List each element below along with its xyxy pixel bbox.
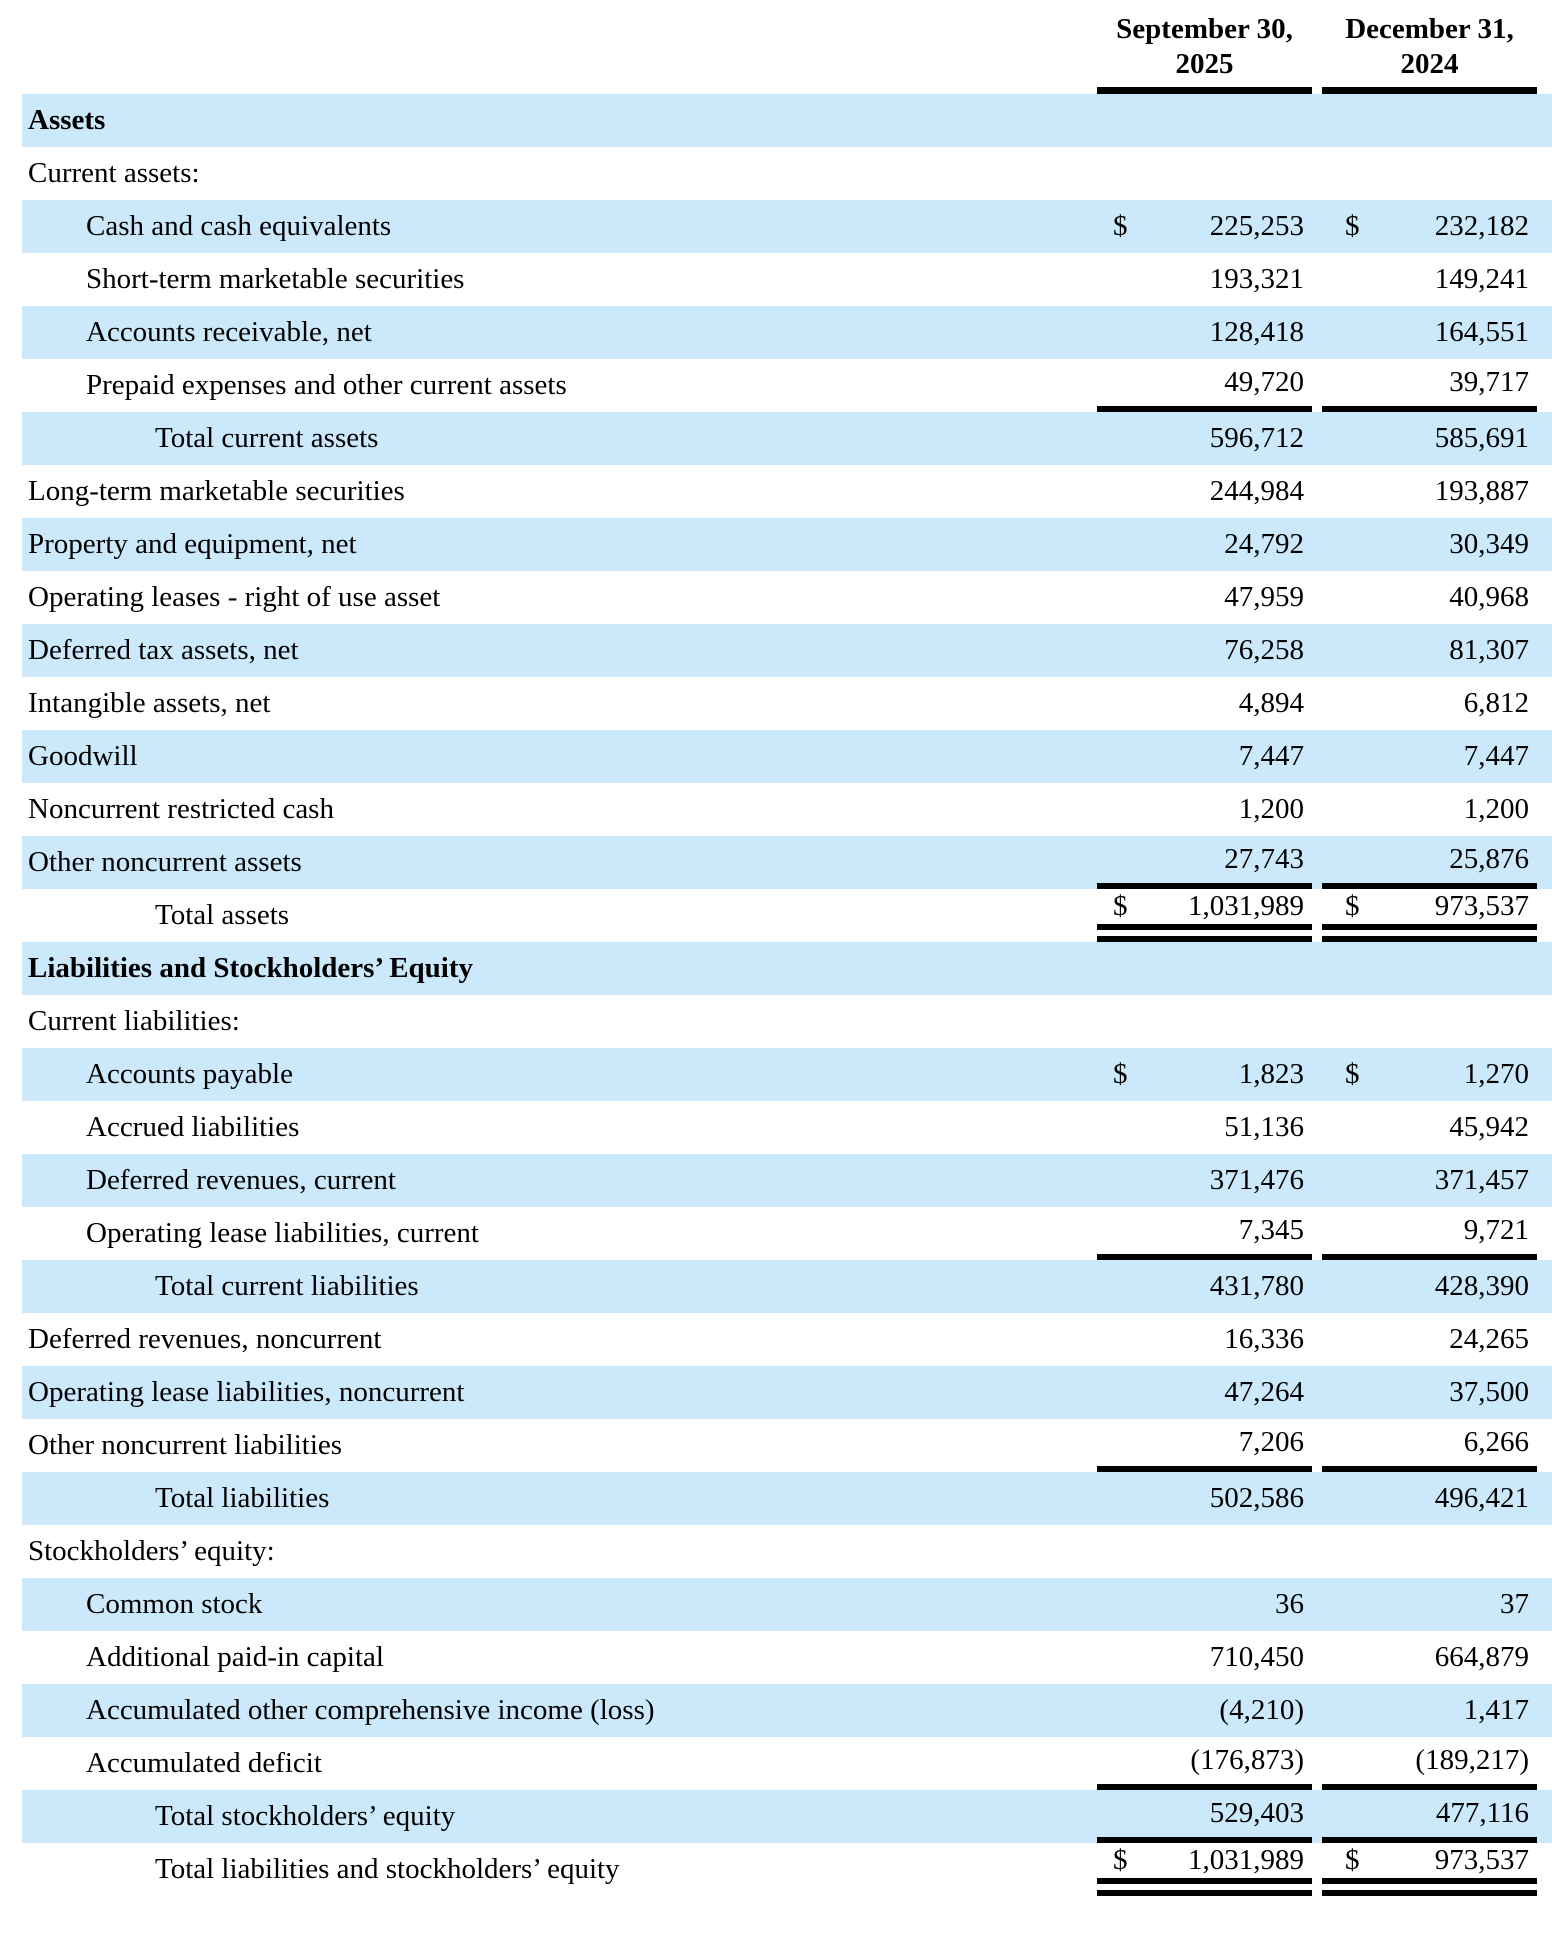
amount-value: 149,241 <box>1434 263 1529 295</box>
table-row <box>22 1631 1552 1684</box>
amount-value: 7,447 <box>1238 740 1304 772</box>
currency-symbol: $ <box>1345 210 1360 242</box>
table-row <box>22 306 1552 359</box>
column-gap <box>1312 1790 1322 1843</box>
amount-2024-cell <box>1322 783 1537 836</box>
table-row <box>22 253 1552 306</box>
right-margin <box>1537 1790 1552 1843</box>
right-margin <box>1537 253 1552 306</box>
table-row <box>22 518 1552 571</box>
table-row <box>22 942 1552 995</box>
column-gap <box>1312 1313 1322 1366</box>
amount-2024-cell <box>1322 677 1537 730</box>
column-gap <box>1312 518 1322 571</box>
table-row <box>22 889 1552 942</box>
amount-value: 37 <box>1500 1588 1529 1620</box>
amount-2025-cell <box>1097 1048 1312 1101</box>
amount-value: 502,586 <box>1209 1482 1304 1514</box>
table-row <box>22 1578 1552 1631</box>
amount-2024-cell <box>1322 1472 1537 1525</box>
column-gap <box>1312 730 1322 783</box>
amount-2025-cell <box>1097 518 1312 571</box>
amount-2024-cell <box>1322 147 1537 200</box>
right-margin <box>1537 94 1552 147</box>
amount-2025-cell <box>1097 1525 1312 1578</box>
row-label: Stockholders’ equity: <box>28 1535 275 1567</box>
right-margin <box>1537 624 1552 677</box>
right-margin <box>1537 1737 1552 1790</box>
column-gap <box>1312 147 1322 200</box>
row-label: Property and equipment, net <box>28 528 357 560</box>
amount-value: 193,887 <box>1434 475 1529 507</box>
amount-2024-cell <box>1322 889 1537 942</box>
amount-2025-cell <box>1097 730 1312 783</box>
amount-2025-cell <box>1097 200 1312 253</box>
amount-2025-cell <box>1097 1472 1312 1525</box>
right-margin <box>1537 1472 1552 1525</box>
amount-value: 30,349 <box>1449 528 1529 560</box>
amount-value: 1,031,989 <box>1188 1844 1304 1876</box>
table-row <box>22 1737 1552 1790</box>
column-gap <box>1312 1737 1322 1790</box>
row-label: Prepaid expenses and other current assets <box>86 369 567 401</box>
right-margin <box>1537 518 1552 571</box>
amount-2025-cell <box>1097 1737 1312 1790</box>
currency-symbol: $ <box>1345 1058 1360 1090</box>
table-body <box>0 94 1552 1896</box>
amount-value: 1,417 <box>1463 1694 1529 1726</box>
right-margin <box>1537 1525 1552 1578</box>
right-margin <box>1537 8 1552 94</box>
amount-2024-cell <box>1322 1154 1537 1207</box>
amount-value: (4,210) <box>1219 1694 1304 1726</box>
table-row <box>22 1843 1552 1896</box>
amount-2024-cell <box>1322 306 1537 359</box>
amount-value: 36 <box>1275 1588 1304 1620</box>
table-row <box>22 1260 1552 1313</box>
table-row <box>22 94 1552 147</box>
column-gap <box>1312 1631 1322 1684</box>
amount-value: 7,206 <box>1238 1426 1304 1458</box>
right-margin <box>1537 1631 1552 1684</box>
amount-2025-cell <box>1097 1631 1312 1684</box>
right-margin <box>1537 359 1552 412</box>
table-row <box>22 1154 1552 1207</box>
right-margin <box>1537 1366 1552 1419</box>
row-label: Other noncurrent assets <box>28 846 302 878</box>
right-margin <box>1537 1048 1552 1101</box>
amount-value: 16,336 <box>1224 1323 1304 1355</box>
column-gap <box>1312 1843 1322 1896</box>
amount-2024-cell <box>1322 1684 1537 1737</box>
amount-value: 596,712 <box>1209 422 1304 454</box>
amount-value: 1,031,989 <box>1188 890 1304 922</box>
amount-value: 1,823 <box>1238 1058 1304 1090</box>
amount-2024-cell <box>1322 836 1537 889</box>
row-label: Operating lease liabilities, noncurrent <box>28 1376 465 1408</box>
right-margin <box>1537 200 1552 253</box>
right-margin <box>1537 1101 1552 1154</box>
amount-2024-cell <box>1322 942 1537 995</box>
right-margin <box>1537 1313 1552 1366</box>
amount-2024-cell <box>1322 1048 1537 1101</box>
column-gap <box>1312 1154 1322 1207</box>
amount-2025-cell <box>1097 1578 1312 1631</box>
column-gap <box>1312 1578 1322 1631</box>
amount-2025-cell <box>1097 1154 1312 1207</box>
right-margin <box>1537 1260 1552 1313</box>
amount-2025-cell <box>1097 677 1312 730</box>
amount-value: 24,792 <box>1224 528 1304 560</box>
row-label: Noncurrent restricted cash <box>28 793 334 825</box>
table-row <box>22 624 1552 677</box>
amount-2025-cell <box>1097 1843 1312 1896</box>
row-label: Operating lease liabilities, current <box>86 1217 479 1249</box>
amount-2025-cell <box>1097 359 1312 412</box>
amount-2025-cell <box>1097 942 1312 995</box>
right-margin <box>1537 147 1552 200</box>
amount-2025-cell <box>1097 1313 1312 1366</box>
amount-2025-cell <box>1097 412 1312 465</box>
row-label: Other noncurrent liabilities <box>28 1429 343 1461</box>
amount-2025-cell <box>1097 1684 1312 1737</box>
amount-2024-cell <box>1322 1843 1537 1896</box>
row-label: Current liabilities: <box>28 1005 240 1037</box>
amount-2025-cell <box>1097 1419 1312 1472</box>
amount-value: 1,270 <box>1463 1058 1529 1090</box>
table-row <box>22 1472 1552 1525</box>
column-gap <box>1312 1684 1322 1737</box>
column-gap <box>1312 412 1322 465</box>
table-row <box>22 1525 1552 1578</box>
row-label: Common stock <box>86 1588 263 1620</box>
row-label: Goodwill <box>28 740 138 772</box>
amount-value: 27,743 <box>1224 843 1304 875</box>
amount-value: 47,264 <box>1224 1376 1304 1408</box>
amount-2024-cell <box>1322 359 1537 412</box>
right-margin <box>1537 1419 1552 1472</box>
column-gap <box>1312 200 1322 253</box>
amount-2025-cell <box>1097 465 1312 518</box>
row-label: Accounts payable <box>86 1058 293 1090</box>
amount-value: 6,266 <box>1463 1426 1529 1458</box>
right-margin <box>1537 1843 1552 1896</box>
amount-2024-cell <box>1322 518 1537 571</box>
amount-value: 40,968 <box>1449 581 1529 613</box>
amount-value: 1,200 <box>1238 793 1304 825</box>
amount-value: 585,691 <box>1434 422 1529 454</box>
amount-value: 6,812 <box>1463 687 1529 719</box>
column-header-period-2 <box>1322 8 1537 94</box>
column-gap <box>1312 465 1322 518</box>
row-label: Short-term marketable securities <box>86 263 465 295</box>
amount-2024-cell <box>1322 995 1537 1048</box>
row-label: Liabilities and Stockholders’ Equity <box>28 952 474 984</box>
column-gap <box>1312 1207 1322 1260</box>
amount-2024-cell <box>1322 1737 1537 1790</box>
column-gap <box>1312 942 1322 995</box>
right-margin <box>1537 1207 1552 1260</box>
row-label: Accumulated deficit <box>86 1747 322 1779</box>
amount-2025-cell <box>1097 995 1312 1048</box>
currency-symbol: $ <box>1113 890 1128 922</box>
amount-value: 1,200 <box>1463 793 1529 825</box>
amount-value: 496,421 <box>1434 1482 1529 1514</box>
row-label: Additional paid-in capital <box>86 1641 384 1673</box>
column-gap <box>1312 624 1322 677</box>
row-label: Total stockholders’ equity <box>155 1800 456 1832</box>
table-row <box>22 1790 1552 1843</box>
column-gap <box>1312 1366 1322 1419</box>
row-label: Total liabilities and stockholders’ equity <box>155 1853 620 1885</box>
amount-2025-cell <box>1097 571 1312 624</box>
row-label: Total liabilities <box>155 1482 330 1514</box>
right-margin <box>1537 730 1552 783</box>
right-margin <box>1537 306 1552 359</box>
row-label: Deferred tax assets, net <box>28 634 299 666</box>
amount-2025-cell <box>1097 1790 1312 1843</box>
amount-2024-cell <box>1322 253 1537 306</box>
amount-value: 529,403 <box>1209 1797 1304 1829</box>
amount-value: 51,136 <box>1224 1111 1304 1143</box>
amount-value: 232,182 <box>1434 210 1529 242</box>
right-margin <box>1537 677 1552 730</box>
amount-value: 477,116 <box>1435 1797 1529 1829</box>
right-margin <box>1537 1154 1552 1207</box>
column-gap <box>1312 889 1322 942</box>
amount-value: 244,984 <box>1209 475 1304 507</box>
column-gap <box>1312 1101 1322 1154</box>
amount-2024-cell <box>1322 1578 1537 1631</box>
row-label: Accumulated other comprehensive income (loss) <box>86 1694 655 1726</box>
header-spacer <box>22 8 1097 94</box>
amount-2024-cell <box>1322 1790 1537 1843</box>
amount-value: 39,717 <box>1449 366 1529 398</box>
amount-value: 76,258 <box>1224 634 1304 666</box>
period-2-line-1: December 31, <box>1345 13 1514 46</box>
currency-symbol: $ <box>1345 890 1360 922</box>
table-row <box>22 200 1552 253</box>
amount-value: 431,780 <box>1209 1270 1304 1302</box>
amount-value: 4,894 <box>1238 687 1304 719</box>
table-row <box>22 995 1552 1048</box>
column-gap <box>1312 1260 1322 1313</box>
amount-value: 81,307 <box>1449 634 1529 666</box>
right-margin <box>1537 836 1552 889</box>
amount-2024-cell <box>1322 1207 1537 1260</box>
amount-value: 428,390 <box>1434 1270 1529 1302</box>
amount-2024-cell <box>1322 1366 1537 1419</box>
table-row <box>22 1207 1552 1260</box>
table-header <box>22 8 1552 94</box>
row-label: Intangible assets, net <box>28 687 271 719</box>
row-label: Operating leases - right of use asset <box>28 581 441 613</box>
right-margin <box>1537 465 1552 518</box>
row-label: Total current assets <box>155 422 379 454</box>
row-label: Deferred revenues, current <box>86 1164 396 1196</box>
table-row <box>22 1101 1552 1154</box>
table-row <box>22 147 1552 200</box>
table-row <box>22 677 1552 730</box>
row-label: Total assets <box>155 899 290 931</box>
right-margin <box>1537 1684 1552 1737</box>
amount-2024-cell <box>1322 730 1537 783</box>
row-label: Accrued liabilities <box>86 1111 300 1143</box>
table-row <box>22 730 1552 783</box>
column-gap <box>1312 1048 1322 1101</box>
period-1-line-1: September 30, <box>1116 13 1293 46</box>
amount-2024-cell <box>1322 1313 1537 1366</box>
amount-2024-cell <box>1322 94 1537 147</box>
amount-value: 25,876 <box>1449 843 1529 875</box>
table-row <box>22 359 1552 412</box>
table-row <box>22 1419 1552 1472</box>
amount-value: 371,476 <box>1209 1164 1304 1196</box>
amount-value: 225,253 <box>1209 210 1304 242</box>
amount-2025-cell <box>1097 1101 1312 1154</box>
amount-2025-cell <box>1097 836 1312 889</box>
table-row <box>22 571 1552 624</box>
column-gap <box>1312 306 1322 359</box>
amount-value: 7,447 <box>1463 740 1529 772</box>
amount-value: 973,537 <box>1434 890 1529 922</box>
amount-value: 371,457 <box>1434 1164 1529 1196</box>
amount-2024-cell <box>1322 1525 1537 1578</box>
row-label: Assets <box>28 104 106 136</box>
amount-value: 49,720 <box>1224 366 1304 398</box>
currency-symbol: $ <box>1113 210 1128 242</box>
amount-value: 7,345 <box>1238 1214 1304 1246</box>
amount-2025-cell <box>1097 253 1312 306</box>
currency-symbol: $ <box>1113 1844 1128 1876</box>
table-row <box>22 1313 1552 1366</box>
right-margin <box>1537 412 1552 465</box>
amount-value: 128,418 <box>1209 316 1304 348</box>
table-row <box>22 412 1552 465</box>
row-label: Current assets: <box>28 157 200 189</box>
column-gap <box>1312 253 1322 306</box>
currency-symbol: $ <box>1113 1058 1128 1090</box>
amount-2025-cell <box>1097 147 1312 200</box>
amount-2024-cell <box>1322 200 1537 253</box>
column-gap <box>1312 571 1322 624</box>
table-row <box>22 1684 1552 1737</box>
amount-value: 164,551 <box>1434 316 1529 348</box>
row-label: Accounts receivable, net <box>86 316 372 348</box>
amount-value: 47,959 <box>1224 581 1304 613</box>
table-row <box>22 1366 1552 1419</box>
table-row <box>22 465 1552 518</box>
amount-value: 24,265 <box>1449 1323 1529 1355</box>
amount-2024-cell <box>1322 1260 1537 1313</box>
amount-2024-cell <box>1322 1101 1537 1154</box>
amount-value: 973,537 <box>1434 1844 1529 1876</box>
period-1-line-2: 2025 <box>1175 48 1234 81</box>
amount-value: 710,450 <box>1209 1641 1304 1673</box>
amount-value: 9,721 <box>1463 1214 1529 1246</box>
amount-value: 37,500 <box>1449 1376 1529 1408</box>
column-gap <box>1312 8 1322 94</box>
amount-2025-cell <box>1097 306 1312 359</box>
amount-2025-cell <box>1097 94 1312 147</box>
row-label: Long-term marketable securities <box>28 475 405 507</box>
right-margin <box>1537 889 1552 942</box>
column-gap <box>1312 677 1322 730</box>
column-gap <box>1312 1472 1322 1525</box>
currency-symbol: $ <box>1345 1844 1360 1876</box>
amount-2024-cell <box>1322 571 1537 624</box>
column-gap <box>1312 1525 1322 1578</box>
amount-2025-cell <box>1097 1260 1312 1313</box>
amount-2024-cell <box>1322 465 1537 518</box>
column-gap <box>1312 1419 1322 1472</box>
period-2-line-2: 2024 <box>1400 48 1459 81</box>
amount-2025-cell <box>1097 1366 1312 1419</box>
amount-value: (189,217) <box>1415 1744 1529 1776</box>
table-row <box>22 1048 1552 1101</box>
column-gap <box>1312 94 1322 147</box>
amount-2024-cell <box>1322 412 1537 465</box>
amount-value: 664,879 <box>1434 1641 1529 1673</box>
right-margin <box>1537 995 1552 1048</box>
amount-2025-cell <box>1097 783 1312 836</box>
amount-2024-cell <box>1322 1419 1537 1472</box>
column-gap <box>1312 995 1322 1048</box>
right-margin <box>1537 942 1552 995</box>
column-header-period-1 <box>1097 8 1312 94</box>
row-label: Deferred revenues, noncurrent <box>28 1323 382 1355</box>
right-margin <box>1537 1578 1552 1631</box>
row-label: Total current liabilities <box>155 1270 419 1302</box>
amount-value: (176,873) <box>1190 1744 1304 1776</box>
amount-2025-cell <box>1097 624 1312 677</box>
amount-2024-cell <box>1322 1631 1537 1684</box>
right-margin <box>1537 783 1552 836</box>
amount-2025-cell <box>1097 1207 1312 1260</box>
row-label: Cash and cash equivalents <box>86 210 392 242</box>
amount-2025-cell <box>1097 889 1312 942</box>
table-row <box>22 783 1552 836</box>
right-margin <box>1537 571 1552 624</box>
column-gap <box>1312 783 1322 836</box>
amount-value: 193,321 <box>1209 263 1304 295</box>
amount-2024-cell <box>1322 624 1537 677</box>
column-gap <box>1312 836 1322 889</box>
amount-value: 45,942 <box>1449 1111 1529 1143</box>
column-gap <box>1312 359 1322 412</box>
table-row <box>22 836 1552 889</box>
